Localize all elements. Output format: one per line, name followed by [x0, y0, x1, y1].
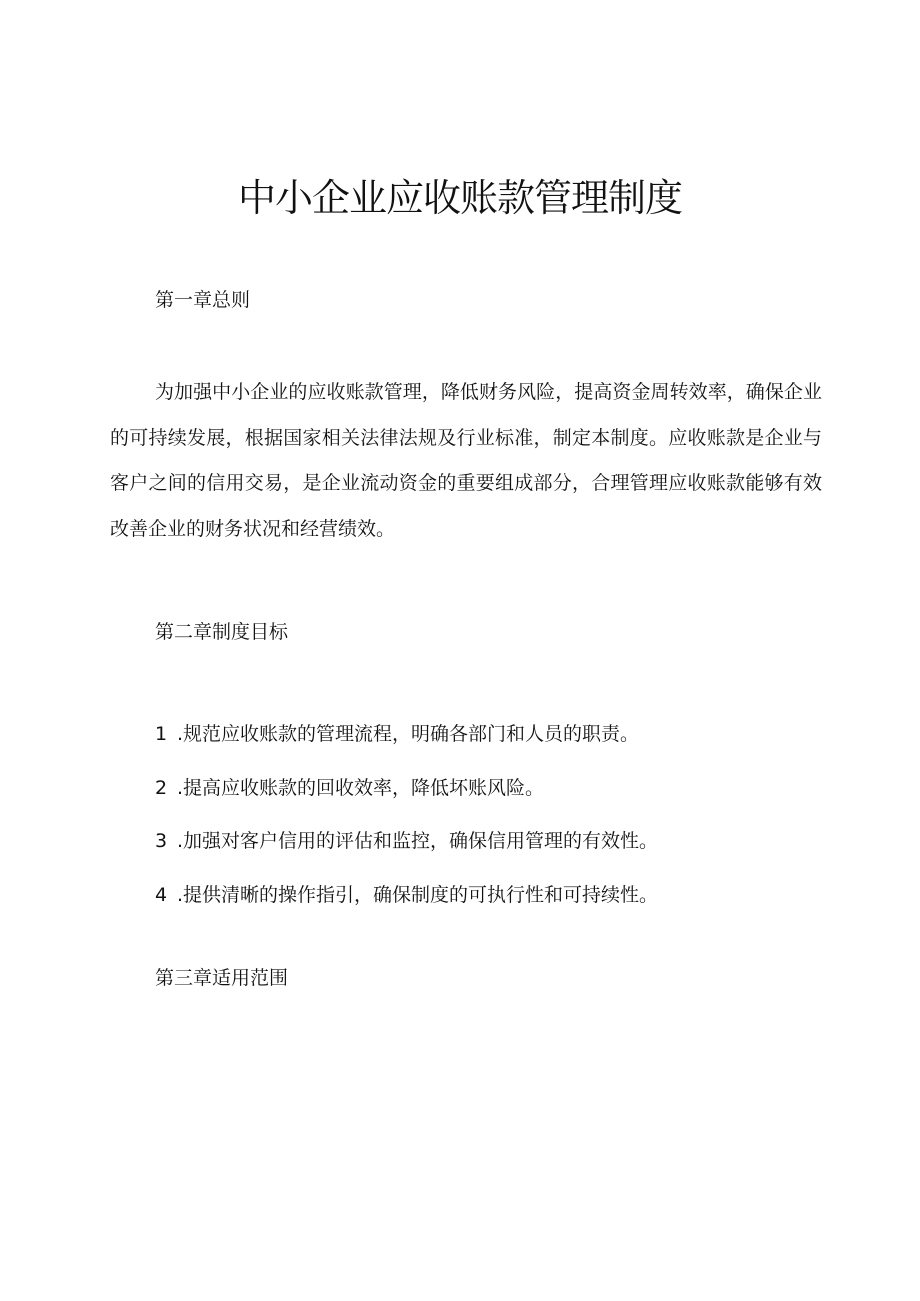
list-item-number: 2	[155, 776, 168, 799]
list-item-text: .提高应收账款的回收效率，降低坏账风险。	[177, 776, 545, 799]
list-item	[155, 827, 658, 881]
chapter-1-heading: 第一章总则	[155, 289, 251, 311]
list-item	[155, 774, 658, 828]
list-item-number: 3	[155, 830, 168, 852]
list-item	[155, 720, 658, 774]
objectives-list	[155, 720, 658, 934]
chapter-3-heading: 第三章适用范围	[155, 967, 289, 989]
list-item-number: 1	[155, 723, 168, 745]
list-item-text: .规范应收账款的管理流程，明确各部门和人员的职责。	[177, 723, 640, 745]
list-item-text: .提供清晰的操作指引，确保制度的可执行性和可持续性。	[177, 883, 659, 906]
chapter-1-paragraph: 为加强中小企业的应收账款管理，降低财务风险，提高资金周转效率，确保企业的可持续发展，根据国家相关法律法规及行业标准，制定本制度。应收账款是企业与客户之间的信用交易，是企业流动资金的重要组成部分，合理管理应收账款能够有效改善企业的财务状况和经营绩效。	[110, 381, 822, 540]
document-title: 中小企业应收账款管理制度	[237, 176, 682, 220]
chapter-2-heading: 第二章制度目标	[155, 621, 289, 643]
list-item	[155, 881, 658, 935]
list-item-number: 4	[155, 883, 168, 906]
list-item-text: .加强对客户信用的评估和监控，确保信用管理的有效性。	[177, 830, 659, 852]
